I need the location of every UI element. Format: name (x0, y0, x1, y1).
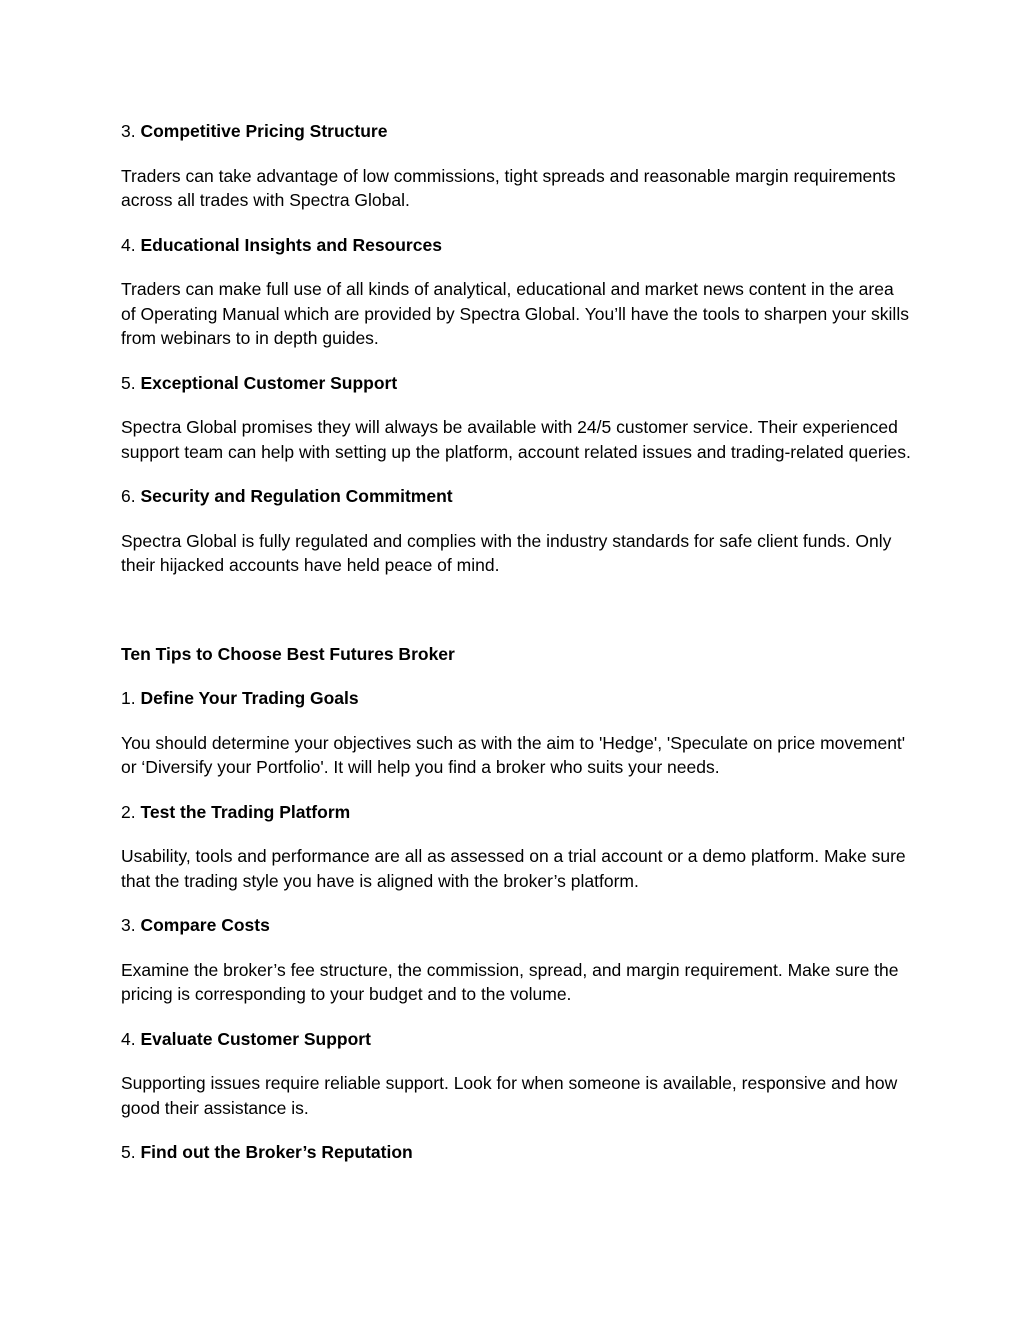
item-body: You should determine your objectives such as with the aim to 'Hedge', 'Speculate on price movement' or ‘Diversify your Portfolio'. It will help you find a broker who suits your needs. (121, 732, 906, 777)
item-body: Usability, tools and performance are all as assessed on a trial account or a demo platform. Make sure that the trading style you have is aligned with the broker’s platform. (121, 846, 906, 891)
item-heading (121, 371, 911, 396)
item-heading (121, 484, 911, 509)
item-number: 5. (121, 1142, 136, 1162)
item-body: Spectra Global is fully regulated and complies with the industry standards for safe client funds. Only their hijacked accounts have held peace of mind. (121, 530, 892, 575)
item-title: Security and Regulation Commitment (140, 486, 453, 506)
section-title: Ten Tips to Choose Best Futures Broker (121, 643, 455, 664)
item-body: Examine the broker’s fee structure, the commission, spread, and margin requirement. Make sure the pricing is corresponding to your budget and to the volume. (121, 959, 899, 1004)
item-heading (121, 913, 911, 938)
item-body: Supporting issues require reliable support. Look for when someone is available, responsive and how good their assistance is. (121, 1073, 898, 1118)
item-heading (121, 1027, 911, 1052)
item-number: 3. (121, 915, 136, 935)
item-number: 3. (121, 121, 136, 141)
item-title: Test the Trading Platform (140, 801, 351, 822)
item-title: Competitive Pricing Structure (140, 121, 388, 141)
item-number: 6. (121, 486, 136, 506)
item-number: 2. (121, 801, 136, 822)
item-title: Define Your Trading Goals (140, 688, 359, 708)
item-heading (121, 686, 911, 711)
item-heading (121, 233, 911, 258)
item-heading (121, 119, 911, 144)
item-title: Exceptional Customer Support (140, 372, 398, 393)
item-title: Find out the Broker’s Reputation (140, 1142, 413, 1162)
item-number: 5. (121, 372, 136, 393)
item-heading (121, 800, 911, 825)
item-title: Compare Costs (140, 915, 270, 935)
item-body: Traders can take advantage of low commissions, tight spreads and reasonable margin requirements across all trades with Spectra Global. (121, 165, 896, 210)
item-number: 1. (121, 688, 136, 708)
item-heading (121, 1140, 911, 1165)
item-title: Evaluate Customer Support (140, 1028, 371, 1049)
section-spacer (121, 598, 911, 642)
item-number: 4. (121, 1028, 136, 1049)
item-body: Traders can make full use of all kinds of analytical, educational and market news content in the area of Operating Manual which are provided by Spectra Global. You’ll have the tools to sharpen your skills from webinars to in depth guides. (121, 279, 909, 348)
item-body: Spectra Global promises they will always be available with 24/5 customer service. Their experienced support team can help with setting up the platform, account related issues and trading-related queries. (121, 417, 911, 462)
item-title: Educational Insights and Resources (140, 234, 442, 255)
item-number: 4. (121, 234, 136, 255)
document-content (121, 119, 911, 1185)
